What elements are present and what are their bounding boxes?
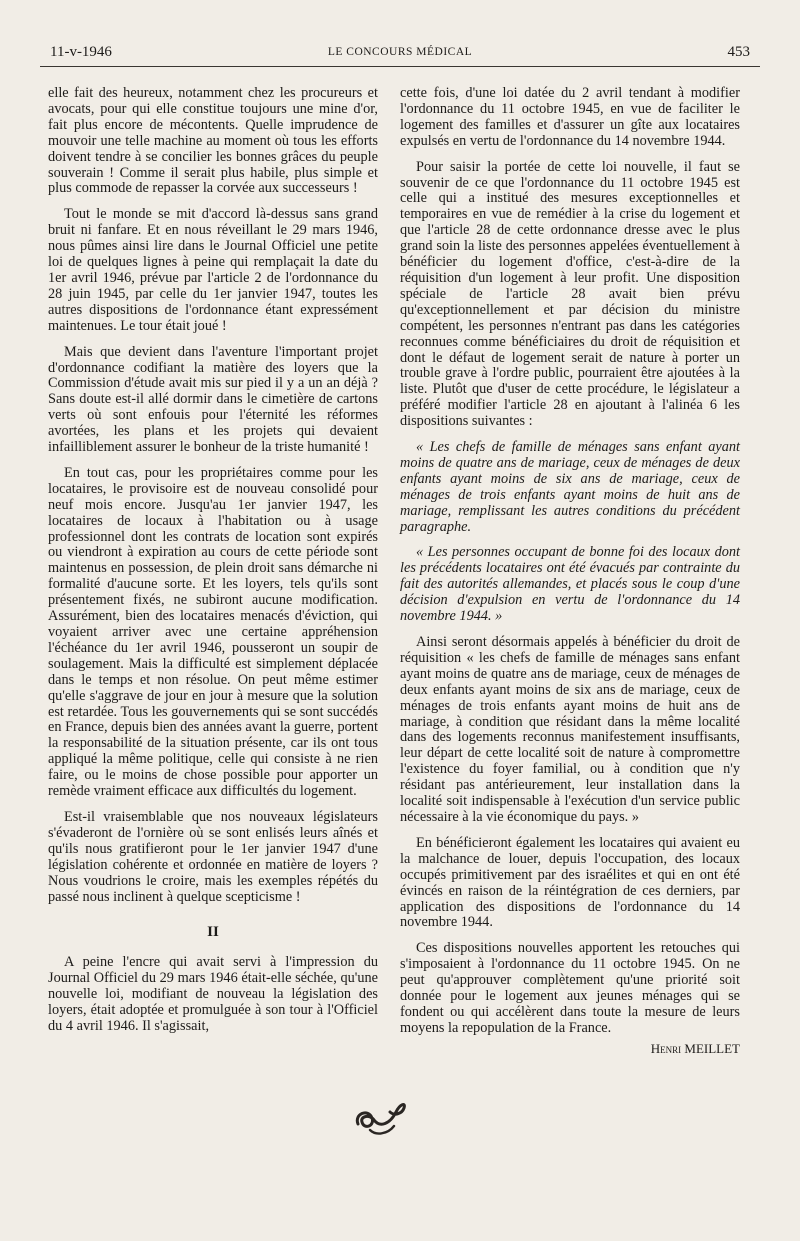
- paragraph: Pour saisir la portée de cette loi nouvelle, il faut se souvenir de ce que l'ordonnance du 11 octobre 1945 est celle qui a institué des mesures exceptionnelles et temporaires en vue de remédier à la crise du logement et que l'article 28 de cette ordonnance dresse avec le plus grand soin la liste des personnes appelées éventuellement à bénéficier du logement d'office, c'est-à-dire de la réquisition d'un logement à leur profit. Une disposition spéciale de l'article 28 avait bien prévu qu'exceptionnellement et par décision du ministre compétent, les personnes n'entrant pas dans les catégories reconnues comme bénéficiaires du droit de réquisition et dont le défaut de logement serait de nature à porter un trouble grave à l'ordre public, pourraient être ajoutées à la liste. Plutôt que d'user de cette procédure, le législateur a préféré modifier l'article 28 en ajoutant à l'alinéa 6 les dispositions suivantes :: [400, 158, 740, 430]
- issue-date: 11-v-1946: [50, 44, 112, 60]
- section-heading: II: [207, 924, 219, 941]
- quoted-provision: « Les chefs de famille de ménages sans enfant ayant moins de quatre ans de mariage, ceux de ménages de deux enfants ayant moins de six ans de mariage, ceux de ménages de trois enfants ayant moins de huit ans de mariage, remplissant les autres conditions du précédent paragraphe.: [400, 439, 740, 535]
- header-rule: [40, 66, 760, 67]
- quoted-provision: « Les personnes occupant de bonne foi des locaux dont les précédents locataires ont été évacués par contrainte du fait des autorités allemandes, et placés sous le coup d'une décision d'expulsion en vertu de l'ordonnance du 14 novembre 1944. »: [400, 544, 740, 625]
- ornament-swirl: [370, 1126, 394, 1133]
- paragraph: Mais que devient dans l'aventure l'important projet d'ordonnance codifiant la matière des loyers que la Commission d'étude avait mis sur pied il y a un an déjà ? Sans doute est-il allé dormir dans le cimetière de cartons verts où sont enfouis pour l'éternité les réformes avortées, les plans et les projets qui devaient infailliblement assurer le bonheur de la triste humanité !: [48, 343, 378, 456]
- ornament-stroke: [357, 1105, 404, 1127]
- paragraph: En bénéficieront également les locataires qui avaient eu la malchance de louer, depuis l'occupation, des locaux occupés primitivement par des israélites et qui en ont été évincés en raison de la réintégration de ces derniers, par application des dispositions de l'ordonnance du 14 novembre 1944.: [400, 834, 740, 931]
- right-column: [400, 86, 740, 1057]
- running-header: [40, 44, 760, 66]
- paragraph: Tout le monde se mit d'accord là-dessus sans grand bruit ni fanfare. Et en nous réveillant le 29 mars 1946, nous pûmes ainsi lire dans le Journal Officiel une petite loi de quelques lignes à peine qui remplaçait la date du 1er avril 1946, prévue par l'article 2 de l'ordonnance du 28 juin 1945, par celle du 1er janvier 1947, toutes les autres dispositions de l'ordonnance étant expressément maintenues. Le tour était joué !: [48, 206, 378, 334]
- paragraph: elle fait des heureux, notamment chez les procureurs et avocats, pour qui elle constitue toujours une mine d'or, fait plus encore de mécontents. Quelle imprudence de mouvoir une telle machine au moment où tous les efforts doivent tendre à se concilier les bonnes grâces du peuple souverain ! Comme il serait plus habile, plus simple et plus commode de repasser la corvée aux successeurs !: [48, 85, 378, 197]
- paragraph: Est-il vraisemblable que nos nouveaux législateurs s'évaderont de l'ornière où se sont enlisés leurs aînés et qu'ils nous gratifieront pour le 1er janvier 1947 d'une législation cohérente et ordonnée en matière de loyers ? Nous voudrions le croire, mais les exemples répétés du passé nous inclinent à quelque scepticisme !: [48, 808, 378, 905]
- paragraph: Ainsi seront désormais appelés à bénéficier du droit de réquisition « les chefs de famille de ménages sans enfant ayant moins de quatre ans de mariage, ceux de ménages de deux enfants ayant moins de six ans de mariage, ceux de ménages de trois enfants ayant moins de huit ans de mariage, à condition que résidant dans la même localité dans des logements reconnus manifestement insuffisants, leur départ de cette localité soit de nature à compromettre l'existence du foyer familial, ou à condition que n'y résidant pas antérieurement, leur installation dans la localité soit indispensable à l'exécution d'un service public nécessaire à la vie économique du pays. »: [400, 634, 740, 825]
- journal-title: LE CONCOURS MÉDICAL: [327, 46, 473, 58]
- left-column: [48, 86, 378, 1045]
- paragraph: A peine l'encre qui avait servi à l'impression du Journal Officiel du 29 mars 1946 était-elle séchée, qu'une nouvelle loi, modifiant de nouveau la législation des loyers, était adoptée et promulguée à son tour à l'Officiel du 4 avril 1946. Il s'agissait,: [48, 954, 378, 1034]
- paragraph: cette fois, d'une loi datée du 2 avril tendant à modifier l'ordonnance du 11 octobre 1945, en vue de faciliter le logement des familles et d'assurer un gîte aux locataires expulsés en vertu de l'ordonnance du 14 novembre 1944.: [400, 85, 740, 149]
- page-number: 453: [727, 44, 750, 60]
- fleuron-ornament-icon: [350, 1094, 410, 1138]
- author-signature: Henri MEILLET: [650, 1040, 740, 1056]
- paragraph: En tout cas, pour les propriétaires comme pour les locataires, le provisoire est de nouveau consolidé pour neuf mois encore. Jusqu'au 1er janvier 1947, les locataires de locaux à l'habitation ou à usage professionnel dont les contrats de location sont expirés ou viendront à expiration au cours de cette période sont maintenus en possession, de plein droit sans démarche ni formalité d'aucune sorte. Et les loyers, tels qu'ils sont présentement fixés, ne subiront aucune modification. Assurément, bien des locataires menacés d'éviction, qui voyaient arriver avec une certaine appréhension l'échéance du 1er avril 1946, pousseront un soupir de soulagement. Mais la difficulté est simplement déplacée dans le temps et non résolue. On peut même estimer qu'elle s'aggrave de jour en jour à mesure que la solution est retardée. Tous les gouvernements qui se sont succédés en France, depuis bien des années avant la guerre, portent la responsabilité de la situation présente, car ils ont tous appliqué la même politique, celle qui consiste à ne rien faire, ou le moins de chose possible pour apporter un remède vraiment efficace aux difficultés du logement.: [48, 464, 378, 800]
- paragraph: Ces dispositions nouvelles apportent les retouches qui s'imposaient à l'ordonnance du 11 octobre 1945. On ne peut qu'approuver complètement qu'une priorité soit donnée pour le logement aux jeunes ménages qui se fondent ou qui accélèrent dans toute la mesure de leurs moyens la repopulation de la France.: [400, 940, 740, 1036]
